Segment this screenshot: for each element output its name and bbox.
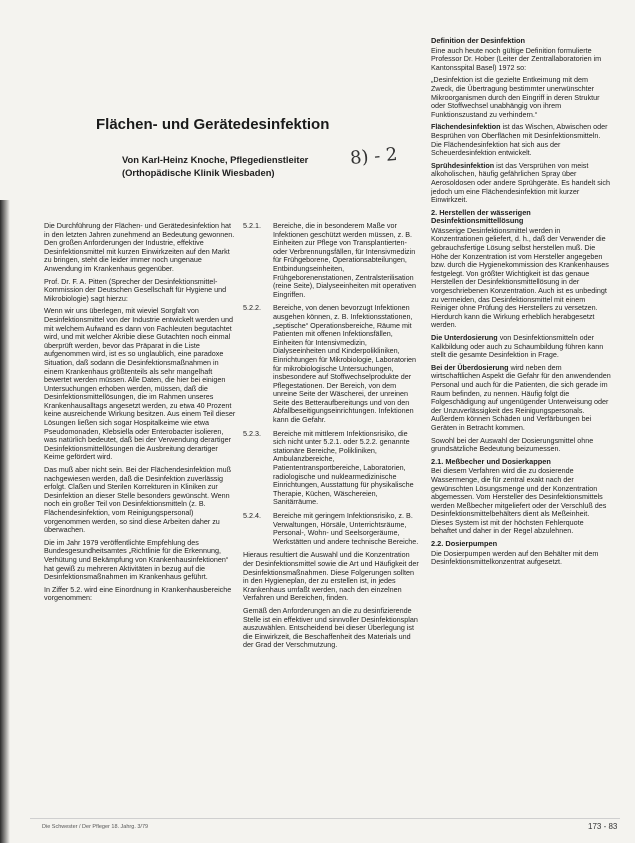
paragraph — [431, 123, 611, 157]
item-text: Bereiche, die in besonderem Maße vor Infektionen geschützt werden müssen, z. B. Einheiten zur Pflege von Transplantierten- oder Verbrennungsfällen, für Intensivmedizin für Frühgeborene, Operationsabteilungen, Entbindungseinheiten, Frühgeborenenstationen, Zentralsterilisation (reine Seite), Dialyseeinheiten mit operativen Eingriffen. — [273, 222, 417, 299]
item-number: 5.2.1. — [243, 222, 261, 230]
paragraph-body: ist das Wischen, Abwischen oder Besprühen von Oberflächen mit Desinfektionsmitteln. Die Flächendesinfektion hat sich aus der Scheuerdesinfektion entwickelt. — [431, 122, 608, 158]
paragraph-lead: Flächendesinfektion — [431, 122, 501, 132]
item-number: 5.2.2. — [243, 303, 261, 313]
item-text: Bereiche mit mittlerem Infektionsrisiko, die sich nicht unter 5.2.1. oder 5.2.2. genannte stationäre Bereiche, Polikliniken, Ambulanzbereiche, Patiententransportbereiche, Laboratorien, radiologische und nuklearmedizinische Einrichtungen, Ausstattung für physikalische Therapie, Küchen, Wäschereien, Sanitärräume. — [273, 428, 414, 507]
right-column — [431, 34, 611, 816]
section-heading: 2. Herstellen der wässerigen Desinfektionsmittellösung — [431, 207, 531, 226]
paragraph-body: wird neben dem wirtschaftlichen Aspekt die Gefahr für den anwendenden Personal und auch für die Patienten, die sich gerade im Raum befinden, zu nennen. Häufig folgt die Folgeschädigung auf ungenügender Unterweisung oder der Unzuverlässigkeit des Reinigungspersonals. Außerdem können Schäden und Verfärbungen bei Geräten in Betracht kommen. — [431, 362, 611, 432]
paragraph — [431, 364, 611, 433]
article-title: Flächen- und Gerätedesinfektion — [96, 116, 330, 133]
section-heading: 2.2. Dosierpumpen — [431, 539, 498, 549]
section-heading: 2.1. Meßbecher und Dosierkappen — [431, 456, 551, 466]
item-text: Bereiche mit geringem Infektionsrisiko, z. B. Verwaltungen, Hörsäle, Unterrichtsräume, Personal-, Wohn- und Seelsorgeräume, Werkstätten und andere technische Bereiche. — [273, 511, 419, 546]
section-heading: Definition der Desinfektion — [431, 36, 526, 45]
paragraph: „Desinfektion ist die gezielte Entkeimung mit dem Zweck, die Übertragung bestimmter unerwünschter Mikroorganismen durch den Eingriff in deren Struktur oder Stoffwechsel unabhängig von ihrem Funktionszustand zu verhindern.“ — [431, 75, 600, 119]
author-line: Von Karl-Heinz Knoche, Pflegedienstleiter — [122, 154, 309, 165]
item-text: Bereiche, von denen bevorzugt Infektionen ausgehen können, z. B. Infektionsstationen, „septische“ Operationsbereiche, Räume mit Patienten mit offenen Infektionsfällen, Einheiten für Intensivmedizin, Dialyseeinheiten und Kinderpolikliniken, Einrichtungen für Mikrobiologie, Laboratorien für mikrobiologische Untersuchungen, insbesondere auf Stoffwechselprodukte der Pflegestationen. Der Bereich, von dem unreine Seite der Wäscherei, der unreinen Seite des Betteraufbereitungs und von den Abfallbeseitigungseinrichtungen. Infektionen kann die Gefahr. — [273, 303, 417, 425]
item-number: 5.2.3. — [243, 428, 261, 438]
paragraph: Bei diesem Verfahren wird die zu dosierende Wassermenge, die für zentral exakt nach der gewünschten Lösungsmenge und der Konzentration abgemessen. Vom Hersteller des Desinfektionsmittels werden Meßbecher mitgeliefert oder der Verschluß des Desinfektionsmittelbehälters dient als Meßeinheit. Dieses System ist mit der höchsten Fehlerquote behaftet und daher in der Regel abzulehnen. — [431, 466, 607, 536]
paragraph: Gemäß den Anforderungen an die zu desinfizierende Stelle ist ein effektiver und sinnvoller Desinfektionsplan auszuwählen. Entscheidend bei dieser Überlegung ist die Einwirkzeit, die Beschaffenheit des Materials und der Grad der Verschmutzung. — [243, 605, 418, 650]
paragraph-body: von Desinfektionsmitteln oder Kalkbildung oder auch zu Schaumbildung führen kann stellt die gesamte Desinfektion in Frage. — [431, 333, 604, 360]
paragraph-lead: Bei der Überdosierung — [431, 362, 509, 372]
left-column — [44, 222, 237, 816]
paragraph: Hieraus resultiert die Auswahl und die Konzentration der Desinfektionsmittel sowie die Art und Häufigkeit der Desinfektionsmaßnahmen. Diese Folgerungen sollten in den Hygieneplan, der zu erstellen ist, in jedes Krankenhaus umfaßt werden, nach den einzelnen Verfahren und Bereichen, finden. — [243, 550, 419, 603]
list-item — [243, 222, 420, 299]
list-item — [243, 512, 420, 546]
paragraph-body: ist das Versprühen von meist alkoholischen, häufig gefährlichen Spray über Aerosoldosen oder andere Sprühgeräte. Es handelt sich jedoch um eine Flächendesinfektion mit kurzer Einwirkzeit. — [431, 160, 611, 205]
binding-shadow — [0, 200, 10, 843]
paragraph: In Ziffer 5.2. wird eine Einordnung in Krankenhausbereiche vorgenommen: — [44, 584, 232, 603]
footer-rule — [30, 818, 620, 819]
paragraph: Das muß aber nicht sein. Bei der Flächendesinfektion muß nachgewiesen werden, daß die Desinfektion zuverlässig erfolgt. Claßen und Sterilen Korrekturen in Kliniken zur Desinfektion an dieser Stelle besonders gewünscht. Wenn noch ein großer Teil von Desinfektionsmitteln (z. B. Flächendesinfektion, vom Reinigungspersonal) vorgenommen werden, so sind diese Arbeiten daher zu überwachen. — [44, 465, 231, 535]
affiliation-line: (Orthopädische Klinik Wiesbaden) — [122, 167, 275, 178]
paragraph: Die Durchführung der Flächen- und Gerätedesinfektion hat in den letzten Jahren zunehmend an Bedeutung gewonnen. Den großen Anforderungen der Industrie, effektive Desinfektionsmittel mit kurzen Einwirkzeiten auf den Markt zu bringen, steht die leider immer noch ungenaue Anwendung im Krankenhaus gegenüber. — [44, 222, 235, 273]
paragraph — [431, 162, 611, 205]
paragraph: Wässerige Desinfektionsmittel werden in Konzentrationen geliefert, d. h., daß der Verwender die gebrauchsfertige Lösung selbst herstellen muß. Die Höhe der Konzentration ist vom Hersteller angegeben bzw. durch die Hygienekommission des Krankenhauses festgelegt. Von größter Wichtigkeit ist das genaue Herstellen der Desinfektionsmittellösung in der vorgeschriebenen Konzentration. Auch ist es unbedingt zu vermeiden, das Desinfektionsmittel mit einem Reiniger ohne Prüfung des Herstellers zu versetzen. Hierdurch kann die Wirkung erheblich herabgesetzt werden. — [431, 225, 609, 330]
paragraph-lead: Sprühdesinfektion — [431, 160, 495, 170]
paragraph — [431, 334, 611, 360]
paragraph: Eine auch heute noch gültige Definition formulierte Professor Dr. Hober (Leiter der Zentrallaboratorien im Kantonsspital Basel) 1972 so: — [431, 45, 602, 72]
paragraph-lead: Die Unterdosierung — [431, 333, 498, 342]
footer-citation: Die Schwester / Der Pfleger 18. Jahrg. 3/79 — [42, 824, 149, 830]
page-number: 173 - 83 — [588, 822, 618, 831]
item-number: 5.2.4. — [243, 511, 261, 520]
list-item — [243, 304, 420, 424]
paragraph: Sowohl bei der Auswahl der Dosierungsmittel ohne grundsätzliche Bedeutung beizumessen. — [431, 435, 594, 454]
paragraph: Die Dosierpumpen werden auf den Behälter mit dem Desinfektionsmittelkonzentrat aufgesetzt. — [431, 548, 599, 567]
paragraph: Prof. Dr. F. A. Pitten (Sprecher der Desinfektionsmittel-Kommission der Deutschen Gesellschaft für Hygiene und Mikrobiologie) sagt hierzu: — [44, 276, 227, 303]
paragraph: Wenn wir uns überlegen, mit wieviel Sorgfalt von Desinfektionsmittel von der Industrie entwickelt werden und mit welchem Aufwand es dann von Fachleuten begutachtet wird, und mit welcher Akribie diese Gutachten noch einmal überprüft werden, bevor das Präparat in die Liste aufgenommen wird, ist es so unglaublich, eine paradoxe Situation, daß sodann die Desinfektionsmaßnahmen in einem Krankenhaus größtenteils als sehr mangelhaft bewertet werden müssen. Alle Daten, die hier bei einigen Untersuchungen erhoben werden, müssen, daß die Desinfektionsmittellösungen, die im Rahmen unseres Krankenhausalltags angesetzt werden, zu etwa 40 Prozent keine ausreichende Wirkung besitzen. Aus einem Teil dieser Lösungen ließen sich sogar Hospitalkeime wie etwa Pseudomonaden, Klebsiella oder Enterobacter isolieren, was natürlich bedeutet, daß bei der Verwendung derartiger Desinfektionsmittellösungen die Ausbreitung derartiger Keime gefördert wird. — [44, 306, 236, 462]
paragraph: Die im Jahr 1979 veröffentlichte Empfehlung des Bundesgesundheitsamtes „Richtlinie für die Erkennung, Verhütung und Bekämpfung von Krankenhausinfektionen“ hat gewiß zu mehreren Aktivitäten in bezug auf die Desinfektionsmaßnahmen im Krankenhaus geführt. — [44, 537, 229, 582]
middle-column — [243, 222, 420, 816]
handwritten-annotation: 8) - 2 — [349, 143, 399, 170]
list-item — [243, 430, 420, 507]
